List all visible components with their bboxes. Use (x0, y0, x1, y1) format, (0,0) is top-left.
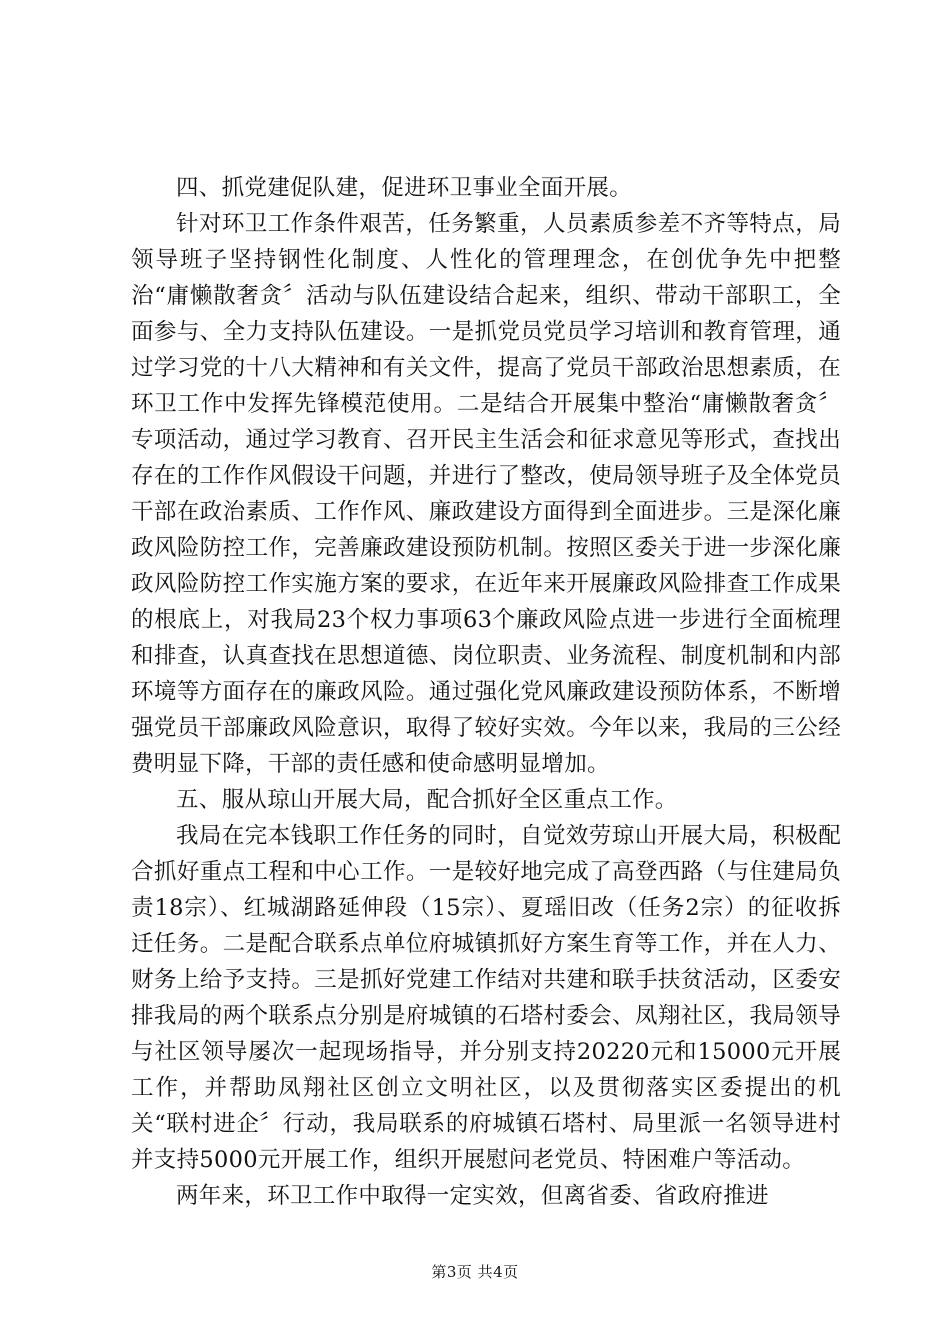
document-body (131, 170, 841, 1214)
section-heading-four: 四、抓党建促队建，促进环卫事业全面开展。 (176, 175, 633, 201)
page-number-footer: 第3页 共4页 (431, 1263, 519, 1281)
paragraph-key-work: 我局在完本钱职工作任务的同时，自觉效劳琼山开展大局，积极配合抓好重点工程和中心工作。一是较好地完成了高登西路（与住建局负责18宗）、红城湖路延伸段（15宗）、夏瑶旧改（任务2宗）的征收拆迁任务。二是配合联系点单位府城镇抓好方案生育等工作，并在人力、财务上给予支持。三是抓好党建工作结对共建和联手扶贫活动，区委安排我局的两个联系点分别是府城镇的石塔村委会、凤翔社区，我局领导与社区领导屡次一起现场指导，并分别支持20220元和15000元开展工作，并帮助凤翔社区创立文明社区，以及贯彻落实区委提出的机关“联村进企〞行动，我局联系的府城镇石塔村、局里派一名领导进村并支持5000元开展工作，组织开展慰问老党员、特困难户等活动。 (131, 823, 841, 1173)
paragraph-two-years: 两年来，环卫工作中取得一定实效，但离省委、省政府推进 (176, 1183, 769, 1209)
section-heading-five: 五、服从琼山开展大局，配合抓好全区重点工作。 (176, 787, 678, 813)
paragraph-team-building: 针对环卫工作条件艰苦，任务繁重，人员素质参差不齐等特点，局领导班子坚持钢性化制度、人性化的管理理念，在创优争先中把整治“庸懒散奢贪〞活动与队伍建设结合起来，组织、带动干部职工，全面参与、全力支持队伍建设。一是抓党员党员学习培训和教育管理，通过学习党的十八大精神和有关文件，提高了党员干部政治思想素质，在环卫工作中发挥先锋模范使用。二是结合开展集中整治“庸懒散奢贪〞专项活动，通过学习教育、召开民主生活会和征求意见等形式，查找出存在的工作作风假设干问题，并进行了整改，使局领导班子及全体党员干部在政治素质、工作作风、廉政建设方面得到全面进步。三是深化廉政风险防控工作，完善廉政建设预防机制。按照区委关于进一步深化廉政风险防控工作实施方案的要求，在近年来开展廉政风险排查工作成果的根底上，对我局23个权力事项63个廉政风险点进一步进行全面梳理和排查，认真查找在思想道德、岗位职责、业务流程、制度机制和内部环境等方面存在的廉政风险。通过强化党风廉政建设预防体系，不断增强党员干部廉政风险意识，取得了较好实效。今年以来，我局的三公经费明显下降，干部的责任感和使命感明显增加。 (131, 211, 841, 777)
